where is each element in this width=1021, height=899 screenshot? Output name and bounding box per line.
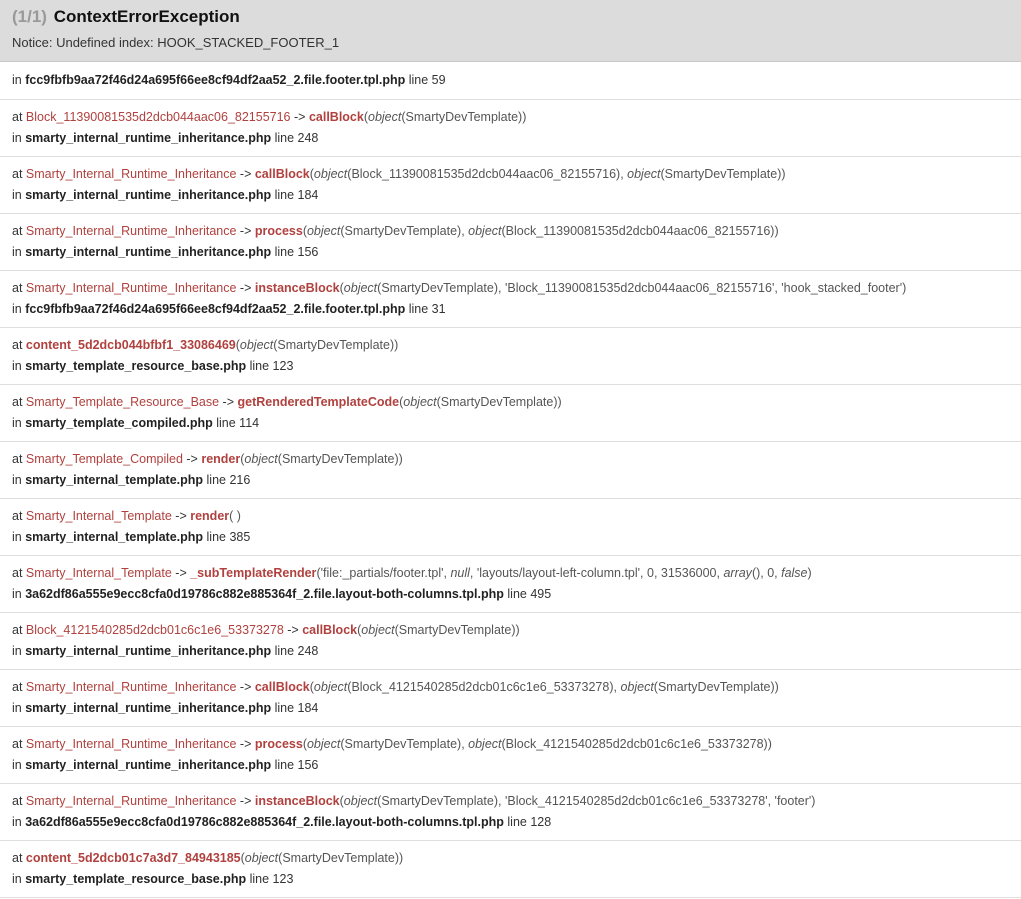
frame-in-label: in (12, 815, 26, 829)
frame-args: (object(SmartyDevTemplate)) (357, 623, 520, 637)
stack-frame (0, 271, 1021, 328)
exception-count: (1/1) (12, 7, 47, 26)
frame-location (12, 872, 1009, 886)
frame-arrow: -> (236, 737, 255, 751)
frame-method: instanceBlock (254, 281, 340, 295)
frame-file: smarty_internal_runtime_inheritance.php (25, 644, 272, 658)
frame-file: fcc9fbfb9aa72f46d24a695f66ee8cf94df2aa52_2.file.footer.tpl.php (25, 302, 406, 316)
frame-arrow: -> (236, 167, 255, 181)
frame-location (12, 587, 1009, 601)
frame-call (12, 794, 1009, 815)
frame-args: ('file:_partials/footer.tpl', null, 'layouts/layout-left-column.tpl', 0, 31536000, array(), 0, false) (316, 566, 812, 580)
frame-in-label: in (12, 302, 26, 316)
stack-frame (0, 727, 1021, 784)
frame-method: instanceBlock (254, 794, 340, 808)
frame-at-label: at (12, 794, 26, 808)
stack-frame (0, 100, 1021, 157)
frame-call (12, 680, 1009, 701)
frame-file: smarty_internal_template.php (25, 530, 204, 544)
frame-call (12, 281, 1009, 302)
exception-name: ContextErrorException (53, 7, 240, 26)
frame-location (12, 302, 1009, 316)
frame-args: (object(Block_11390081535d2dcb044aac06_82155716), object(SmartyDevTemplate)) (309, 167, 786, 181)
frame-line: line 184 (271, 701, 319, 715)
frame-location (12, 701, 1009, 715)
frame-class: Smarty_Internal_Runtime_Inheritance (25, 737, 237, 751)
stack-frame (0, 556, 1021, 613)
frame-line: line 156 (271, 245, 319, 259)
frame-in-label: in (12, 701, 26, 715)
stack-trace (0, 100, 1021, 898)
origin-in-label: in (12, 73, 22, 87)
frame-file: smarty_internal_runtime_inheritance.php (25, 245, 272, 259)
frame-args: (object(SmartyDevTemplate)) (240, 851, 404, 865)
frame-location (12, 644, 1009, 658)
stack-frame (0, 613, 1021, 670)
frame-call (12, 338, 1009, 359)
frame-arrow: -> (236, 281, 255, 295)
frame-in-label: in (12, 131, 26, 145)
frame-args: (object(SmartyDevTemplate)) (363, 110, 527, 124)
frame-at-label: at (12, 566, 26, 580)
frame-class: Smarty_Internal_Runtime_Inheritance (25, 794, 237, 808)
frame-at-label: at (12, 110, 26, 124)
frame-call (12, 452, 1009, 473)
frame-arrow: -> (182, 452, 202, 466)
frame-method: content_5d2dcb01c7a3d7_84943185 (25, 851, 241, 865)
frame-in-label: in (12, 530, 26, 544)
frame-at-label: at (12, 167, 26, 181)
frame-file: smarty_internal_runtime_inheritance.php (25, 701, 272, 715)
frame-args: (object(SmartyDevTemplate), 'Block_11390081535d2dcb044aac06_82155716', 'hook_stacked_footer') (339, 281, 907, 295)
frame-arrow: -> (219, 395, 238, 409)
frame-line: line 128 (503, 815, 552, 829)
stack-frame (0, 385, 1021, 442)
frame-arrow: -> (171, 509, 191, 523)
frame-args: (object(SmartyDevTemplate), object(Block_4121540285d2dcb01c6c1e6_53373278)) (302, 737, 772, 751)
frame-line: line 216 (203, 473, 251, 487)
frame-class: Smarty_Template_Compiled (25, 452, 183, 466)
stack-frame (0, 784, 1021, 841)
exception-message: Notice: Undefined index: HOOK_STACKED_FOOTER_1 (12, 35, 340, 50)
frame-method: callBlock (254, 167, 310, 181)
frame-call (12, 110, 1009, 131)
frame-method: process (254, 737, 303, 751)
stack-frame (0, 214, 1021, 271)
frame-class: Smarty_Internal_Runtime_Inheritance (25, 680, 237, 694)
frame-at-label: at (12, 452, 26, 466)
frame-line: line 123 (246, 872, 294, 886)
frame-line: line 31 (405, 302, 446, 316)
frame-line: line 156 (271, 758, 319, 772)
frame-arrow: -> (171, 566, 191, 580)
stack-frame (0, 841, 1021, 898)
frame-at-label: at (12, 623, 26, 637)
frame-class: Smarty_Template_Resource_Base (25, 395, 220, 409)
frame-args: (object(SmartyDevTemplate), 'Block_4121540285d2dcb01c6c1e6_53373278', 'footer') (339, 794, 816, 808)
origin-location (0, 62, 1021, 100)
frame-args: (object(SmartyDevTemplate), object(Block_11390081535d2dcb044aac06_82155716)) (302, 224, 779, 238)
frame-method: callBlock (308, 110, 364, 124)
frame-line: line 495 (503, 587, 552, 601)
frame-arrow: -> (290, 110, 309, 124)
frame-in-label: in (12, 416, 26, 430)
frame-call (12, 737, 1009, 758)
frame-line: line 248 (271, 644, 319, 658)
frame-class: Block_4121540285d2dcb01c6c1e6_53373278 (25, 623, 284, 637)
frame-in-label: in (12, 473, 26, 487)
frame-call (12, 566, 1009, 587)
frame-call (12, 224, 1009, 245)
frame-method: content_5d2dcb044bfbf1_33086469 (25, 338, 236, 352)
frame-call (12, 167, 1009, 188)
frame-class: Smarty_Internal_Template (25, 566, 172, 580)
frame-line: line 248 (271, 131, 319, 145)
frame-call (12, 851, 1009, 872)
frame-method: _subTemplateRender (190, 566, 317, 580)
frame-line: line 385 (203, 530, 251, 544)
frame-call (12, 623, 1009, 644)
stack-frame (0, 499, 1021, 556)
frame-in-label: in (12, 188, 26, 202)
frame-class: Block_11390081535d2dcb044aac06_82155716 (25, 110, 291, 124)
frame-args: (object(SmartyDevTemplate)) (399, 395, 562, 409)
frame-line: line 123 (246, 359, 294, 373)
frame-location (12, 416, 1009, 430)
frame-file: 3a62df86a555e9ecc8cfa0d19786c882e885364f_2.file.layout-both-columns.tpl.php (25, 587, 504, 601)
exception-header (0, 0, 1021, 62)
frame-at-label: at (12, 509, 26, 523)
frame-file: smarty_template_compiled.php (25, 416, 213, 430)
frame-location (12, 815, 1009, 829)
frame-in-label: in (12, 245, 26, 259)
stack-frame (0, 442, 1021, 499)
stack-frame (0, 670, 1021, 727)
frame-call (12, 395, 1009, 416)
frame-method: callBlock (302, 623, 358, 637)
frame-args: ( ) (229, 509, 241, 523)
frame-class: Smarty_Internal_Runtime_Inheritance (25, 224, 237, 238)
stack-frame (0, 157, 1021, 214)
frame-call (12, 509, 1009, 530)
frame-in-label: in (12, 872, 26, 886)
origin-line: line 59 (408, 73, 446, 87)
frame-location (12, 131, 1009, 145)
frame-class: Smarty_Internal_Runtime_Inheritance (25, 167, 237, 181)
frame-args: (object(SmartyDevTemplate)) (235, 338, 399, 352)
frame-location (12, 758, 1009, 772)
frame-line: line 184 (271, 188, 319, 202)
frame-file: smarty_template_resource_base.php (25, 359, 247, 373)
frame-at-label: at (12, 737, 26, 751)
frame-location (12, 245, 1009, 259)
frame-class: Smarty_Internal_Runtime_Inheritance (25, 281, 237, 295)
frame-arrow: -> (236, 794, 255, 808)
frame-line: line 114 (212, 416, 260, 430)
frame-location (12, 473, 1009, 487)
frame-method: render (190, 509, 230, 523)
frame-method: getRenderedTemplateCode (237, 395, 400, 409)
frame-in-label: in (12, 359, 26, 373)
frame-arrow: -> (283, 623, 303, 637)
frame-method: process (254, 224, 303, 238)
exception-title (12, 7, 1009, 27)
frame-at-label: at (12, 281, 26, 295)
frame-method: callBlock (254, 680, 310, 694)
frame-location (12, 530, 1009, 544)
frame-file: 3a62df86a555e9ecc8cfa0d19786c882e885364f_2.file.layout-both-columns.tpl.php (25, 815, 504, 829)
frame-method: render (201, 452, 241, 466)
origin-file: fcc9fbfb9aa72f46d24a695f66ee8cf94df2aa52_2.file.footer.tpl.php (25, 73, 406, 87)
frame-file: smarty_internal_runtime_inheritance.php (25, 188, 272, 202)
frame-at-label: at (12, 224, 26, 238)
frame-location (12, 188, 1009, 202)
frame-in-label: in (12, 644, 26, 658)
frame-class: Smarty_Internal_Template (25, 509, 172, 523)
frame-arrow: -> (236, 680, 255, 694)
frame-file: smarty_internal_runtime_inheritance.php (25, 131, 272, 145)
frame-in-label: in (12, 758, 26, 772)
frame-at-label: at (12, 395, 26, 409)
frame-file: smarty_internal_template.php (25, 473, 204, 487)
frame-at-label: at (12, 338, 26, 352)
frame-arrow: -> (236, 224, 255, 238)
frame-args: (object(SmartyDevTemplate)) (240, 452, 403, 466)
frame-at-label: at (12, 680, 26, 694)
frame-file: smarty_internal_runtime_inheritance.php (25, 758, 272, 772)
frame-at-label: at (12, 851, 26, 865)
frame-args: (object(Block_4121540285d2dcb01c6c1e6_53373278), object(SmartyDevTemplate)) (309, 680, 779, 694)
frame-file: smarty_template_resource_base.php (25, 872, 247, 886)
stack-frame (0, 328, 1021, 385)
frame-in-label: in (12, 587, 26, 601)
frame-location (12, 359, 1009, 373)
